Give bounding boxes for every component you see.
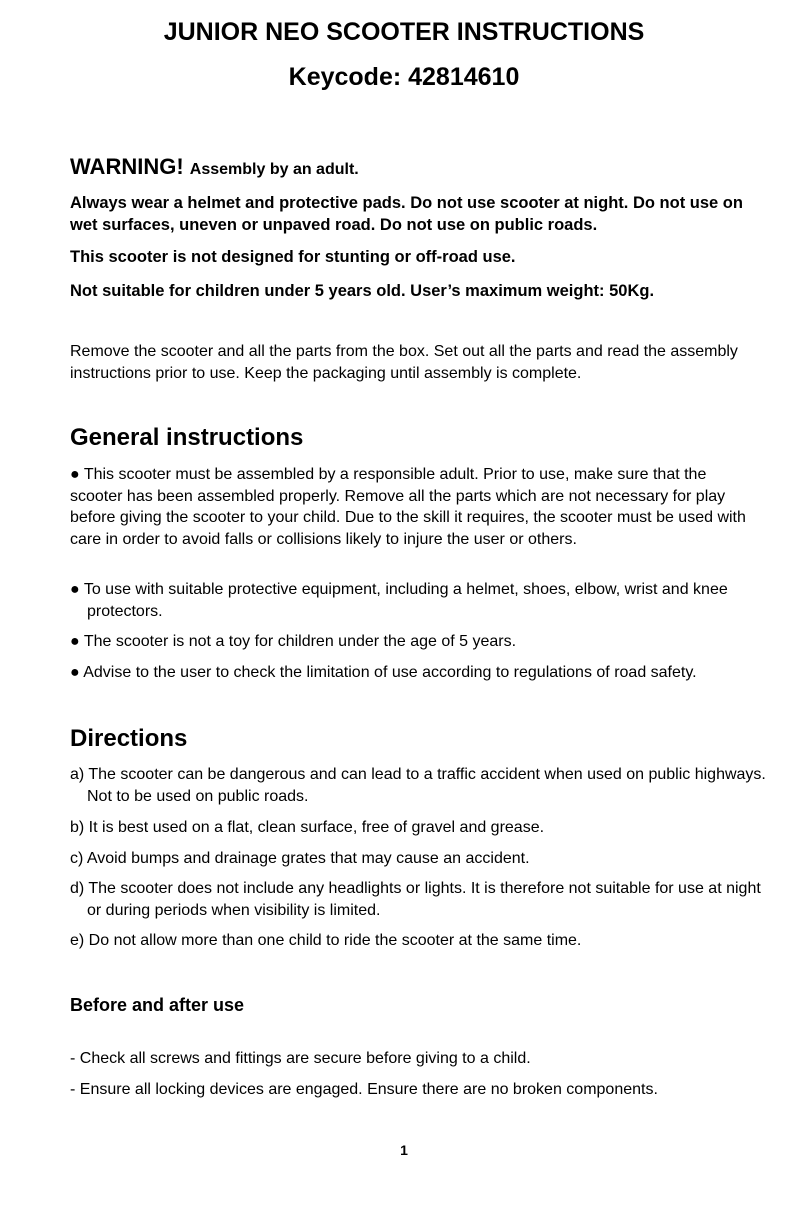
warning-line-helmet: Always wear a helmet and protective pads. Do not use scooter at night. Do not use on wet surfaces, uneven or unpaved road. Do not use on public roads. [70, 194, 743, 234]
general-item: ● Advise to the user to check the limitation of use according to regulations of road safety. [70, 664, 697, 681]
directions-item: d) The scooter does not include any headlights or lights. It is therefore not suitable for use at night or during periods when visibility is limited. [70, 880, 761, 919]
general-instructions-heading: General instructions [70, 424, 304, 451]
directions-item: e) Do not allow more than one child to ride the scooter at the same time. [70, 932, 582, 949]
page-number: 1 [400, 1142, 408, 1158]
warning-label: WARNING! [70, 154, 184, 179]
warning-subtitle: Assembly by an adult. [189, 161, 359, 178]
directions-item: b) It is best used on a flat, clean surface, free of gravel and grease. [70, 819, 545, 836]
directions-item: a) The scooter can be dangerous and can lead to a traffic accident when used on public highways. Not to be used on public roads. [70, 766, 766, 805]
general-item: ● This scooter must be assembled by a responsible adult. Prior to use, make sure that the scooter has been assembled properly. Remove all the parts which are not necessary for play before giving the scooter to your child. Due to the skill it requires, the scooter must be used with care in order to avoid falls or collisions likely to injure the user or others. [70, 466, 746, 548]
intro-paragraph: Remove the scooter and all the parts from the box. Set out all the parts and read the assembly instructions prior to use. Keep the packaging until assembly is complete. [70, 343, 738, 382]
before-after-item: - Ensure all locking devices are engaged. Ensure there are no broken components. [70, 1081, 658, 1098]
general-item: ● The scooter is not a toy for children under the age of 5 years. [70, 633, 517, 650]
warning-line-stunting: This scooter is not designed for stunting or off-road use. [70, 248, 516, 266]
warning-heading [70, 153, 359, 184]
general-item: ● To use with suitable protective equipment, including a helmet, shoes, elbow, wrist and knee protectors. [70, 581, 728, 620]
keycode: Keycode: 42814610 [288, 63, 520, 91]
before-after-item: - Check all screws and fittings are secure before giving to a child. [70, 1050, 531, 1067]
directions-item: c) Avoid bumps and drainage grates that may cause an accident. [70, 850, 530, 867]
directions-heading: Directions [70, 725, 188, 752]
before-after-heading: Before and after use [70, 995, 245, 1015]
warning-line-age-weight: Not suitable for children under 5 years old. User’s maximum weight: 50Kg. [70, 282, 655, 300]
document-title: JUNIOR NEO SCOOTER INSTRUCTIONS [163, 18, 645, 46]
